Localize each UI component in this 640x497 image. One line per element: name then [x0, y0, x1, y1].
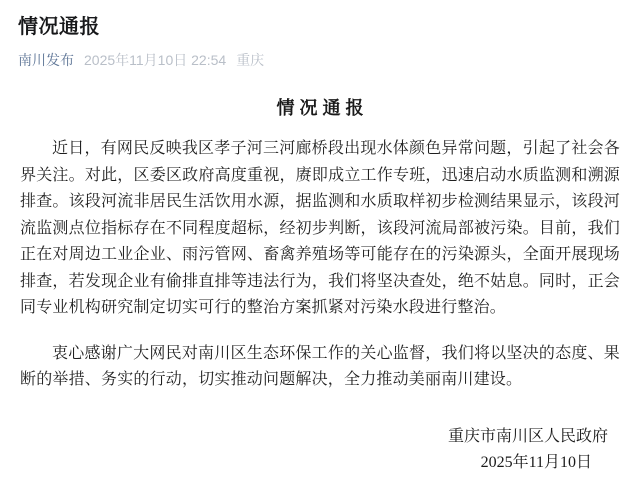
signature-block: [20, 424, 620, 477]
publish-datetime: 2025年11月10日 22:54: [84, 52, 227, 68]
paragraph-2: 衷心感谢广大网民对南川区生态环保工作的关心监督，我们将以坚决的态度、果断的举措、务实的行动，切实推动问题解决，全力推动美丽南川建设。: [20, 344, 620, 388]
notice-body: [0, 96, 640, 477]
article-title: 情况通报: [18, 16, 100, 38]
signature-date: 2025年11月10日: [480, 454, 592, 471]
publisher-name[interactable]: 南川发布: [18, 52, 74, 68]
document-title: 情况通报: [276, 98, 369, 118]
byline: [18, 51, 622, 70]
publish-location: 重庆: [236, 52, 265, 68]
paragraph-1: 近日，有网民反映我区孝子河三河廊桥段出现水体颜色异常问题，引起了社会各界关注。对此，区委区政府高度重视，赓即成立工作专班，迅速启动水质监测和溯源排查。该段河流非居民生活饮用水源，据监测和水质取样初步检测结果显示，该段河流监测点位指标存在不同程度超标，经初步判断，该段河流局部被污染。目前，我们正在对周边工业企业、雨污管网、畜禽养殖场等可能存在的污染源头，全面开展现场排查，若发现企业有偷排直排等违法行为，我们将坚决查处，绝不姑息。同时，正会同专业机构研究制定切实可行的整治方案抓紧对污染水段进行整治。: [20, 140, 620, 316]
article-header: [0, 0, 640, 70]
signature-issuer: 重庆市南川区人民政府: [447, 427, 608, 445]
